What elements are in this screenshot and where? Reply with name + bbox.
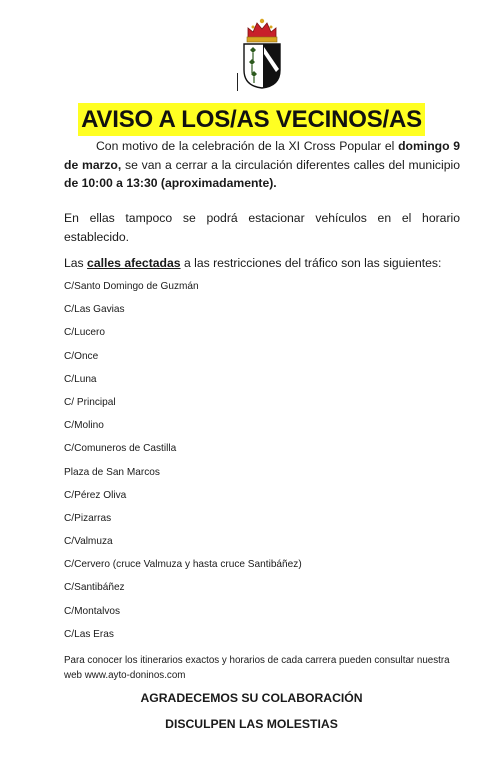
street-item: C/Cervero (cruce Valmuza y hasta cruce Santibáñez) bbox=[64, 559, 302, 571]
street-item: C/Valmuza bbox=[64, 536, 113, 548]
parking-paragraph: En ellas tampoco se podrá estacionar vehículos en el horario establecido. bbox=[64, 211, 460, 244]
street-item: C/Luna bbox=[64, 373, 97, 385]
street-item: C/Pérez Oliva bbox=[64, 489, 127, 501]
apology-line: DISCULPEN LAS MOLESTIAS bbox=[165, 717, 338, 731]
closure-hours: de 10:00 a 13:30 (aproximadamente). bbox=[64, 176, 277, 190]
street-item: C/Las Eras bbox=[64, 628, 114, 640]
street-item: C/Santo Domingo de Guzmán bbox=[64, 281, 199, 292]
website-note: Para conocer los itinerarios exactos y horarios de cada carrera pueden consultar nuestra web www.ayto-doninos.com bbox=[64, 655, 450, 681]
street-item: C/Lucero bbox=[64, 327, 105, 339]
notice-title: AVISO A LOS/AS VECINOS/AS bbox=[78, 103, 425, 136]
restrictions-paragraph: Las calles afectadas a las restricciones del tráfico son las siguientes: bbox=[64, 256, 442, 270]
coat-of-arms-icon bbox=[240, 14, 284, 90]
affected-streets-label: calles afectadas bbox=[87, 256, 181, 270]
street-list bbox=[64, 280, 302, 651]
street-item: C/ Principal bbox=[64, 396, 116, 408]
street-item: C/Montalvos bbox=[64, 605, 121, 617]
event-date: domingo 9 de marzo, bbox=[64, 139, 460, 172]
street-item: C/Molino bbox=[64, 420, 104, 432]
intro-paragraph: Con motivo de la celebración de la XI Cross Popular el domingo 9 de marzo, se van a cerrar a la circulación diferentes calles del municipio de 10:00 a 13:30 (aproximadamente). bbox=[64, 139, 460, 190]
thanks-line: AGRADECEMOS SU COLABORACIÓN bbox=[140, 691, 363, 705]
street-item: C/Santibáñez bbox=[64, 582, 125, 594]
street-item: C/Pizarras bbox=[64, 512, 112, 524]
street-item: C/Comuneros de Castilla bbox=[64, 443, 177, 455]
street-item: C/Once bbox=[64, 350, 99, 362]
street-item: Plaza de San Marcos bbox=[64, 466, 160, 478]
street-item: C/Las Gavias bbox=[64, 304, 125, 316]
text-cursor bbox=[237, 73, 238, 91]
